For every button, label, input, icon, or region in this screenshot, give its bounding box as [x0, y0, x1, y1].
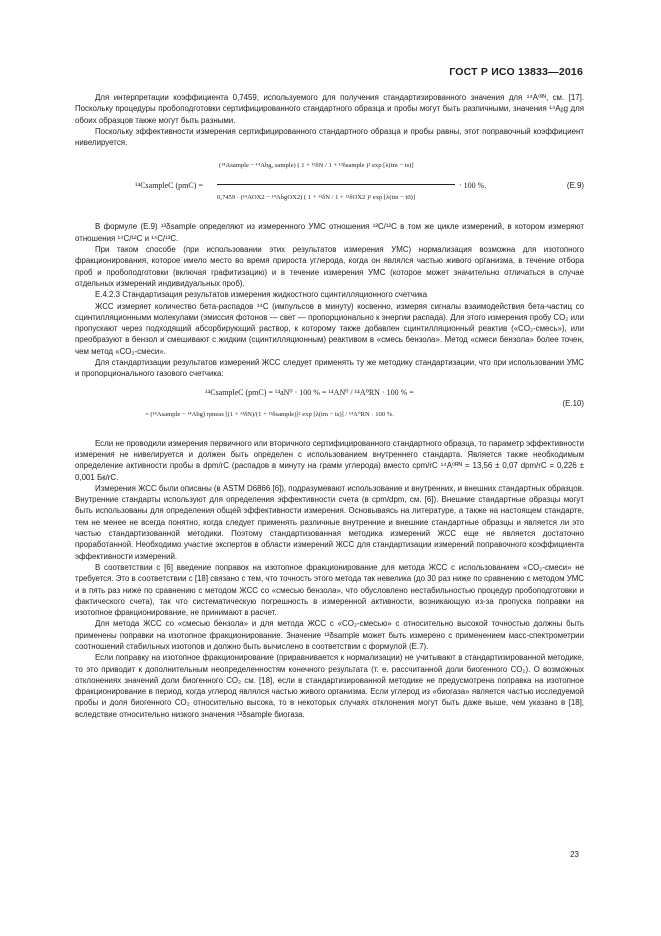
- paragraph-7: Для стандартизации результатов измерений ЖСС следует применять ту же методику стандартизации, что при использовании УМС и пропорционального газового счетчика:: [75, 358, 584, 379]
- page-header: ГОСТ Р ИСО 13833—2016: [449, 66, 583, 78]
- paragraph-8: Если не проводили измерения первичного или вторичного сертифицированного стандартного образца, то параметр эффективности измерения не нивелируется и должен быть определен с использованием внутреннего стандарта. Является также необходимым определение активности пробы в dpm/rC (распадов в минуту на грамм углерода) вместо cpm/rC ¹⁴A⁰ᴿᴺ = 13,56 ± 0,07 dpm/rC = 0,226 ± 0,001 Бк/rC.: [75, 438, 584, 482]
- formula-e9-denominator: 0,7459 · (¹⁴AOX2 − ¹⁴AbgOX2) ( 1 + ¹³δN / 1 + ¹³δOX2 )² exp [λ(tm − t0)]: [217, 194, 416, 202]
- paragraph-9: Измерения ЖСС были описаны (в ASTM D6866 [6]), подразумевают использование и внутренних, и внешних стандартных образцов. Внутренние стандарты используют для определения эффективности счета (в cpm/dpm, см. [6]). Внешние стандартные образцы могут быть использованы для определения общей эффективности измерения. Основываясь на литературе, а также на настоящем стандарте, тем не менее не всегда понятно, когда следует применять различные внутренние и внешние стандартные образцы и является ли это частью стандартизованной методики. Поэтому стандартизованная методика измерений ЖСС еще не является достаточно проработанной. Необходимо участие экспертов в области измерений ЖСС для стандартизации измерений поправочного коэффициента эффективности измерений.: [75, 483, 584, 561]
- formula-e10-line1: ¹⁴CsampleC (pmC) = ¹⁴aN⁰ · 100 % = ¹⁴AN⁰ / ¹⁴A⁰RN · 100 % =: [205, 387, 414, 397]
- formula-e9-fraction-bar: [217, 184, 455, 185]
- paragraph-12: Если поправку на изотопное фракционирование (приравнивается к нормализации) не учитывают в стандартизированной методике, то это приводит к дополнительным неопределенностям конечного результата (т. е. рассчитанной доли биогенного CO₂). О возможных отклонениях значений доли биогенного CO₂ см. [18], если в стандартизированной методике не предусмотрена поправка на изотопное фракционирование в период, когда углерод являлся частью живого организма. Если углерод из «биогаза» является частью исследуемой пробы и доля биогенного CO₂ относительно высока, то в некоторых случаях отклонения могут быть даже выше, чем указано в [18], вследствие относительно низкого значения ¹³δsample биогаза.: [75, 653, 584, 719]
- page-number: 23: [570, 850, 579, 859]
- paragraph-10: В соответствии с [6] введение поправок на изотопное фракционирование для метода ЖСС с использованием «CO₂-смеси» не требуется. Это в соответствии с [18] связано с тем, что точность этого метода так невелика (до 30 раз ниже по сравнению с методом УМС и в пять раз ниже по сравнению с методом ЖСС со «смесью бензола», что обусловлено нестабильностью процедур пробоподготовки и фактического счета), так что систематическую погрешность в измеренной активности, возникающую из-за пропуска поправки на изотопное фракционирование, не принимают в расчет.: [75, 562, 584, 618]
- paragraph-11: Для метода ЖСС со «смесью бензола» и для метода ЖСС с «CO₂-смесью» с относительно высокой точностью должны быть применены поправки на изотопное фракционирование. Значение ¹³δsample может быть измерено с применением масс-спектрометрии соотношений стабильных изотопов и должно быть вычислено в соответствии с формулой (Е.7).: [75, 619, 584, 651]
- paragraph-3: В формуле (Е.9) ¹³δsample определяют из измеренного УМС отношения ¹³C/¹²C в том же цикле измерений, в котором измеряют отношения ¹⁴C/¹²C и ¹⁴C/¹³C.: [75, 222, 584, 243]
- paragraph-2: Поскольку эффективности измерения сертифицированного стандартного образца и пробы равны, этот поправочный коэффициент нивелируется.: [75, 126, 584, 148]
- section-heading-e423: Е.4.2.3 Стандартизация результатов измерения жидкостного сцинтилляционного счетчика: [95, 290, 428, 300]
- formula-e9-number: (Е.9): [566, 181, 584, 191]
- formula-e9-numerator: (¹⁴Asample − ¹⁴Abg, sample) ( 1 + ¹³δN / 1 + ¹³δsample )² exp [λ(tm − ts)]: [219, 162, 414, 170]
- formula-e10-number: (Е.10): [562, 398, 584, 408]
- formula-e10: [75, 383, 584, 433]
- paragraph-6: ЖСС измеряет количество бета-распадов ¹⁴C (импульсов в минуту) косвенно, измеряя сигналы взаимодействия бета-частиц со сцинтилляционными молекулами (эмиссия фотонов — свет — пропорционально к энергии распада). Для этого измерения пробу CO₂ или пропускают через подходящий абсорбирующий раствор, к которому также добавлен сцинтилляционный реактив («CO₂-смесь»), или преобразуют в бензол и смешивают с жидким (сцинтилляционным) реактивом в «смесь бензола». Метод «смеси бензола» более точен, чем метод «CO₂-смеси».: [75, 301, 584, 356]
- formula-e10-line2: = (¹⁴Asample − ¹⁴Abg) ηmeas [(1 + ¹³δN)/(1 + ¹³δsample)]² exp [λ(tm − ts)] / ¹⁴A⁰RN · 100 %.: [145, 410, 394, 418]
- formula-e9: [75, 154, 584, 216]
- formula-e9-tail: · 100 %.: [459, 181, 487, 191]
- formula-e9-lhs: ¹⁴CsampleC (pmC) =: [135, 181, 203, 191]
- page-content: [75, 92, 584, 720]
- paragraph-1: Для интерпретации коэффициента 0,7459, используемого для получения стандартизированного значения для ¹⁴A⁰ᴵᴺ, см. [17]. Поскольку процедуры пробоподготовки сертифицированного стандартного образца и пробы могут быть различными, значения ¹⁴Aᵦg для обоих образцов также могут быть разными.: [75, 93, 584, 125]
- paragraph-4: При таком способе (при использовании этих результатов измерения УМС) нормализация возможна для изотопного фракционирования, которое имело место во время прироста углерода, когда он являлся частью живого организма, в течение отбора проб и пробоподготовки (включая графитизацию) и в течение измерения УМС (которое может значительно отличаться в случае отдельных измерений индивидуальных проб).: [75, 245, 584, 288]
